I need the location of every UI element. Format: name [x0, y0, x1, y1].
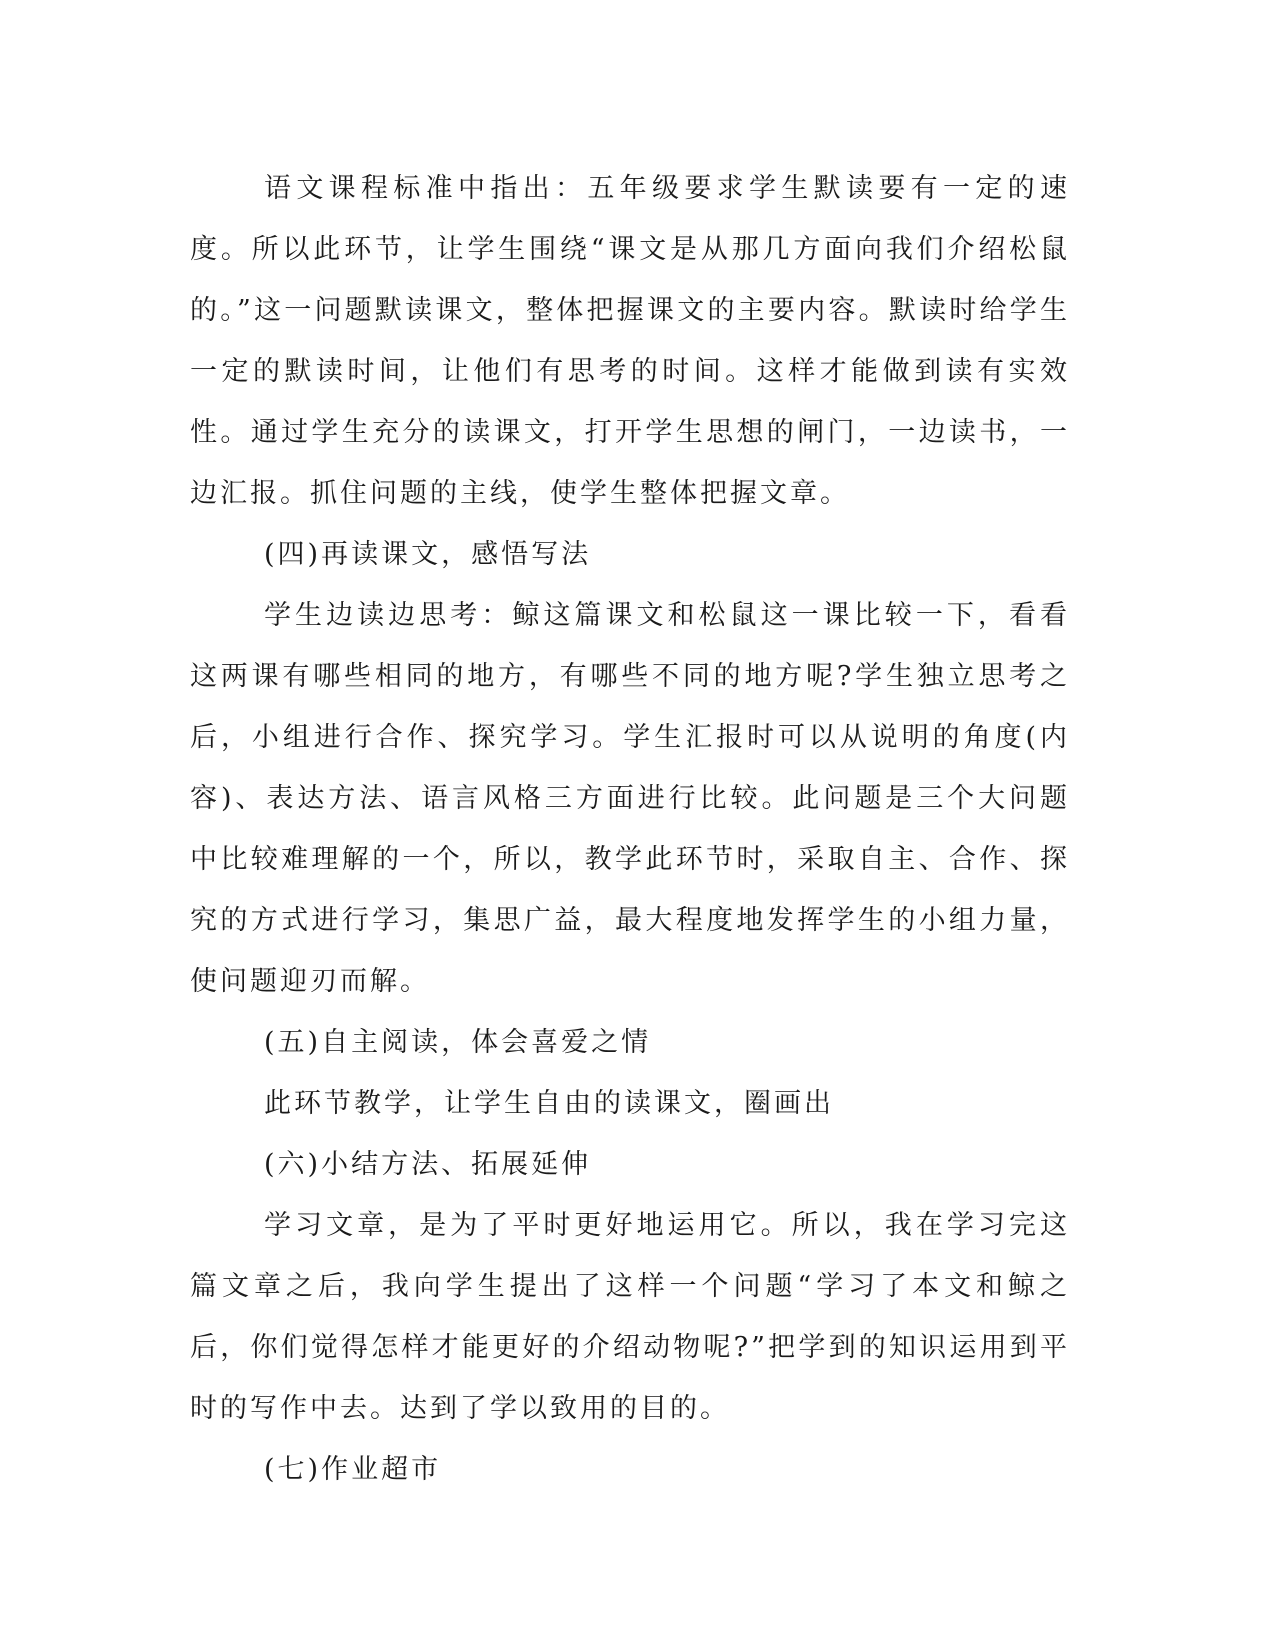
- section-heading-5: (五)自主阅读，体会喜爱之情: [264, 1027, 652, 1058]
- paragraph-reading-speed: 语文课程标准中指出：五年级要求学生默读要有一定的速度。所以此环节，让学生围绕“课文是从那几方面向我们介绍松鼠的。”这一问题默读课文，整体把握课文的主要内容。默读时给学生一定的默读时间，让他们有思考的时间。这样才能做到读有实效性。通过学生充分的读课文，打开学生思想的闸门，一边读书，一边汇报。抓住问题的主线，使学生整体把握文章。: [190, 173, 1070, 509]
- paragraph-free-reading: 此环节教学，让学生自由的读课文，圈画出: [264, 1088, 834, 1119]
- document-body: [190, 158, 1070, 1500]
- section-heading-7: (七)作业超市: [264, 1454, 442, 1485]
- section-heading-6: (六)小结方法、拓展延伸: [264, 1149, 592, 1180]
- paragraph-compare-lessons: 学生边读边思考：鲸这篇课文和松鼠这一课比较一下，看看这两课有哪些相同的地方，有哪些不同的地方呢?学生独立思考之后，小组进行合作、探究学习。学生汇报时可以从说明的角度(内容)、表达方法、语言风格三方面进行比较。此问题是三个大问题中比较难理解的一个，所以，教学此环节时，采取自主、合作、探究的方式进行学习，集思广益，最大程度地发挥学生的小组力量，使问题迎刃而解。: [190, 600, 1070, 997]
- paragraph-summary-extension: 学习文章，是为了平时更好地运用它。所以，我在学习完这篇文章之后，我向学生提出了这样一个问题“学习了本文和鲸之后，你们觉得怎样才能更好的介绍动物呢?”把学到的知识运用到平时的写作中去。达到了学以致用的目的。: [190, 1210, 1070, 1424]
- section-heading-4: (四)再读课文，感悟写法: [264, 539, 592, 570]
